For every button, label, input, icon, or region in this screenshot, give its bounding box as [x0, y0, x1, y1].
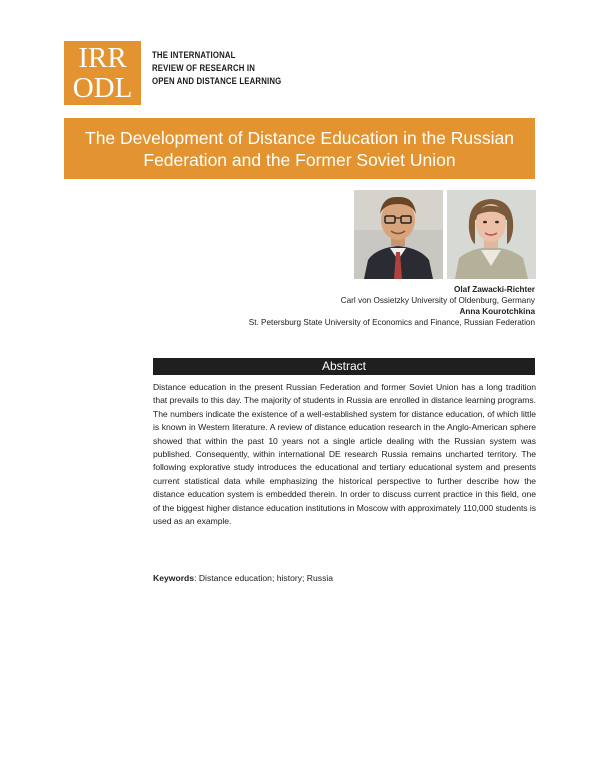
author-name: Olaf Zawacki-Richter — [454, 285, 535, 294]
author-photo-olaf — [354, 190, 443, 279]
logo-text-line-1: IRR — [78, 42, 127, 74]
logo-text-line-2: ODL — [72, 72, 133, 104]
irrodl-logo — [64, 41, 141, 105]
author-block — [249, 284, 535, 328]
keywords-label: Keywords — [153, 573, 195, 583]
article-title: The Development of Distance Education in the Russian Federation and the Former Soviet Union — [64, 118, 535, 179]
author-affiliation: Carl von Ossietzky University of Oldenburg, Germany — [340, 296, 535, 305]
author-name: Anna Kourotchkina — [459, 307, 535, 316]
journal-name-line: REVIEW OF RESEARCH IN — [152, 63, 255, 74]
author-affiliation: St. Petersburg State University of Economics and Finance, Russian Federation — [248, 318, 535, 327]
journal-name — [152, 49, 310, 88]
abstract-text: Distance education in the present Russian Federation and former Soviet Union has a long tradition that prevails to this day. The majority of students in Russia are enrolled in distance learning programs. The numbers indicate the existence of a well-established system for distance education, of which little is known in Western literature. A review of distance education research in the Anglo-American sphere showed that within the past 10 years not a single article dealing with the Russian system was published. Consequently, within international DE research Russia remains uncharted territory. The following explorative study introduces the educational and tertiary educational system and presents current statistical data while emphasizing the historical perspective to further describe how the distance education system is embedded therein. In order to discuss current practice in this field, one of the biggest higher distance education institutions in Moscow with approximately 110,000 students is used as an example. — [153, 382, 536, 527]
keywords — [153, 572, 536, 585]
author-photo-anna — [447, 190, 536, 279]
keywords-text: : Distance education; history; Russia — [194, 573, 334, 583]
abstract-heading: Abstract — [153, 358, 535, 375]
journal-name-line: THE INTERNATIONAL — [152, 50, 236, 61]
journal-name-line: OPEN AND DISTANCE LEARNING — [152, 76, 282, 87]
